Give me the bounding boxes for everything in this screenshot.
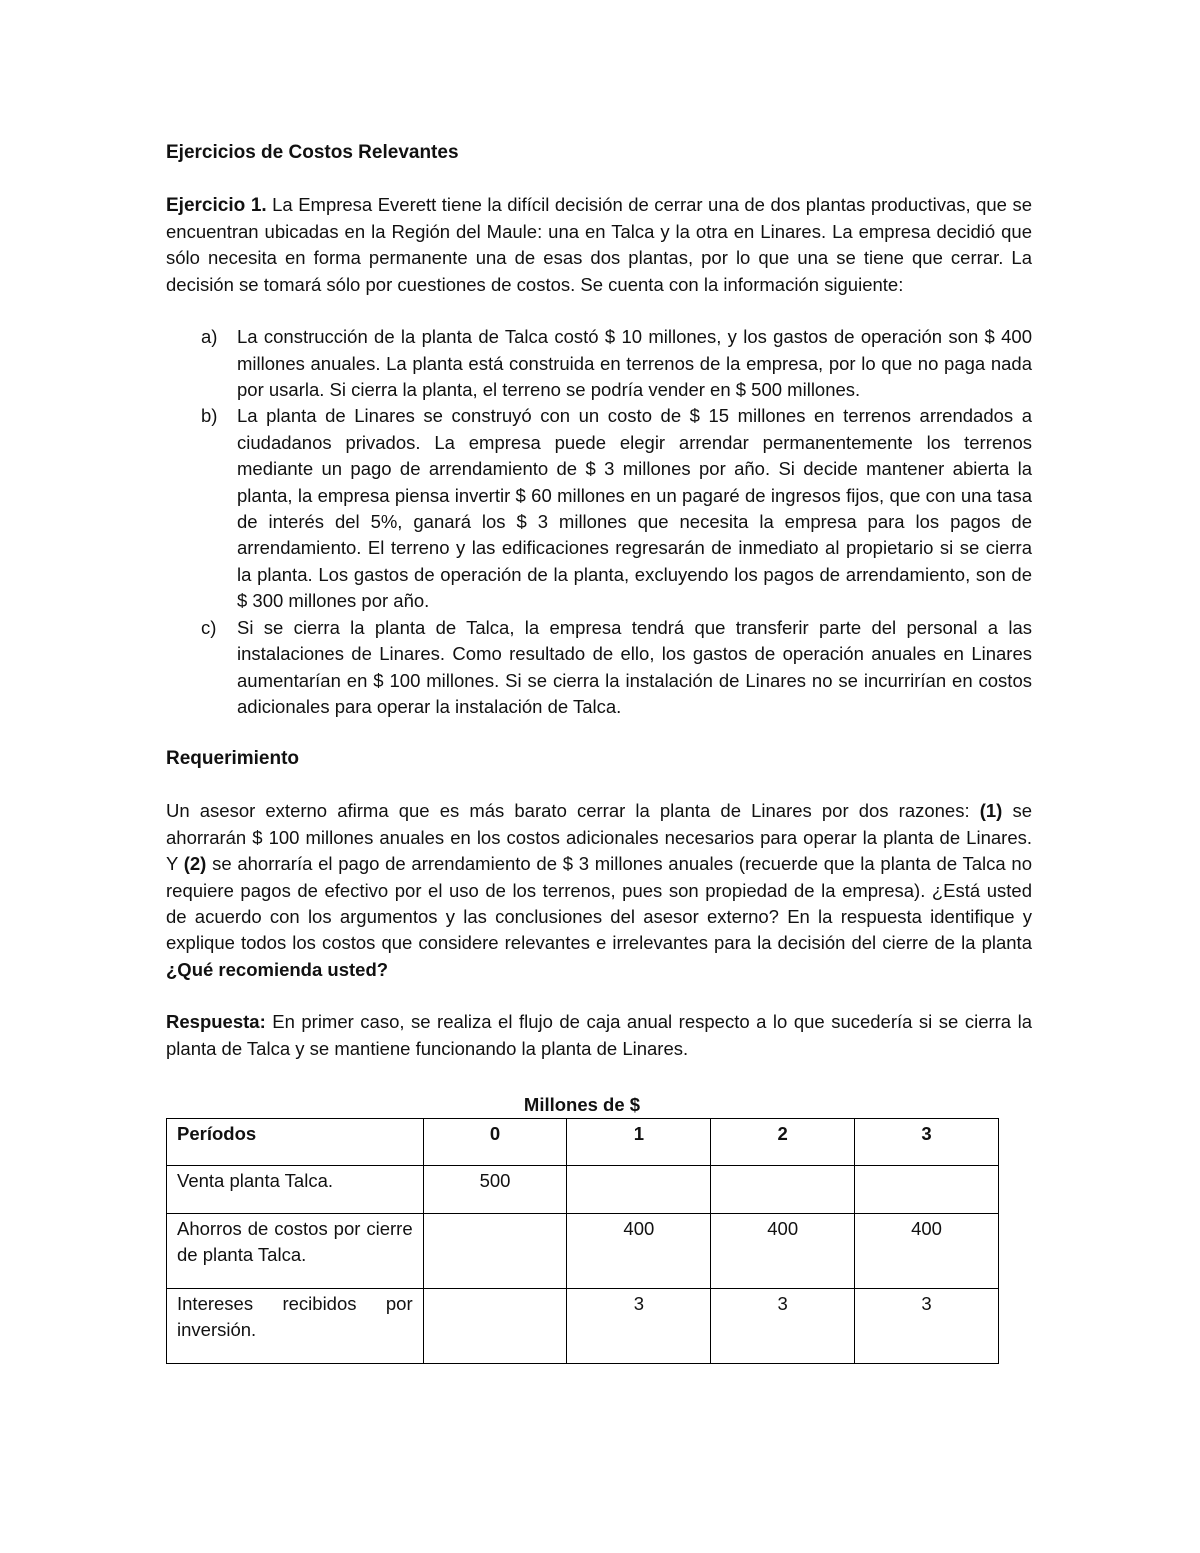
answer-body: En primer caso, se realiza el flujo de caja anual respecto a lo que sucedería si se cierra la planta de Talca y se mantiene funcionando la planta de Linares. <box>166 1011 1032 1059</box>
list-item <box>166 324 1032 403</box>
exercise-items <box>166 324 1032 720</box>
list-item <box>166 403 1032 614</box>
table-cell: 3 <box>855 1288 999 1363</box>
requirement-part2: se ahorrarán $ 100 millones anuales en los costos adicionales necesarios para operar la planta de Linares. Y <box>166 800 1032 875</box>
table-cell: Ahorros de costos por cierre de planta Talca. <box>167 1213 424 1288</box>
document-page <box>166 140 1032 1364</box>
exercise-intro-text: La Empresa Everett tiene la difícil decisión de cerrar una de dos plantas productivas, que se encuentran ubicadas en la Región del Maule: una en Talca y la otra en Linares. La empresa decidió que sólo necesita en forma permanente una de esas dos plantas, por lo que una se tiene que cerrar. La decisión se tomará sólo por cuestiones de costos. Se cuenta con la información siguiente: <box>166 194 1032 295</box>
table-row <box>167 1288 999 1363</box>
table-cell: 400 <box>567 1213 711 1288</box>
table-cell: 400 <box>711 1213 855 1288</box>
requirement-mark2: (2) <box>183 853 207 875</box>
list-item <box>166 615 1032 721</box>
table-cell: 3 <box>567 1288 711 1363</box>
requirement-mark1: (1) <box>979 800 1003 822</box>
requirement-heading: Requerimiento <box>166 748 300 770</box>
table-header-cell: 2 <box>711 1118 855 1165</box>
table-header-cell: Períodos <box>167 1118 424 1165</box>
exercise-label: Ejercicio 1. <box>166 195 267 216</box>
table-header-row <box>167 1118 999 1165</box>
list-marker: c) <box>201 616 217 638</box>
table-cell <box>711 1165 855 1213</box>
requirement-question: ¿Qué recomienda usted? <box>166 958 389 980</box>
requirement-part1: Un asesor externo afirma que es más barato cerrar la planta de Linares por dos razones: <box>166 800 980 822</box>
list-item-text: La construcción de la planta de Talca costó $ 10 millones, y los gastos de operación son $ 400 millones anuales. La planta está construida en terrenos de la empresa, por lo que no paga nada por usarla. Si cierra la planta, el terreno se podría vender en $ 500 millones. <box>237 326 1032 401</box>
table-caption: Millones de $ <box>523 1093 641 1115</box>
answer-label: Respuesta: <box>166 1011 266 1033</box>
cash-flow-table <box>166 1118 999 1364</box>
requirement-text <box>166 798 1032 983</box>
table-cell: Venta planta Talca. <box>167 1165 424 1213</box>
table-cell: Intereses recibidos por inversión. <box>167 1288 424 1363</box>
table-cell: 3 <box>711 1288 855 1363</box>
table-cell <box>423 1288 567 1363</box>
exercise-intro <box>166 192 1032 298</box>
table-cell <box>567 1165 711 1213</box>
table-cell <box>855 1165 999 1213</box>
table-header-cell: 3 <box>855 1118 999 1165</box>
list-item-text: La planta de Linares se construyó con un costo de $ 15 millones en terrenos arrendados a ciudadanos privados. La empresa puede elegir arrendar permanentemente los terrenos mediante un pago de arrendamiento de $ 3 millones por año. Si decide mantener abierta la planta, la empresa piensa invertir $ 60 millones en un pagaré de ingresos fijos, que con una tasa de interés del 5%, ganará los $ 3 millones que necesita la empresa para los pagos de arrendamiento. El terreno y las edificaciones regresarán de inmediato al propietario si se cierra la planta. Los gastos de operación de la planta, excluyendo los pagos de arrendamiento, son de $ 300 millones por año. <box>237 405 1032 612</box>
table-row <box>167 1213 999 1288</box>
document-title: Ejercicios de Costos Relevantes <box>166 142 459 163</box>
table-row <box>167 1165 999 1213</box>
answer-text <box>166 1009 1032 1062</box>
table-header-cell: 1 <box>567 1118 711 1165</box>
table-cell: 500 <box>423 1165 567 1213</box>
requirement-part3: se ahorraría el pago de arrendamiento de $ 3 millones anuales (recuerde que la planta de Talca no requiere pagos de efectivo por el uso de los terrenos, pues son propiedad de la empresa). ¿Está usted de acuerdo con los argumentos y las conclusiones del asesor externo? En la respuesta identifique y explique todos los costos que considere relevantes e irrelevantes para la decisión del cierre de la planta <box>166 853 1032 954</box>
list-marker: a) <box>201 326 218 348</box>
list-marker: b) <box>201 405 218 427</box>
table-header-cell: 0 <box>423 1118 567 1165</box>
list-item-text: Si se cierra la planta de Talca, la empresa tendrá que transferir parte del personal a las instalaciones de Linares. Como resultado de ello, los gastos de operación anuales en Linares aumentarían en $ 100 millones. Si se cierra la instalación de Linares no se incurrirían en costos adicionales para operar la instalación de Talca. <box>237 616 1032 717</box>
table-cell: 400 <box>855 1213 999 1288</box>
table-cell <box>423 1213 567 1288</box>
